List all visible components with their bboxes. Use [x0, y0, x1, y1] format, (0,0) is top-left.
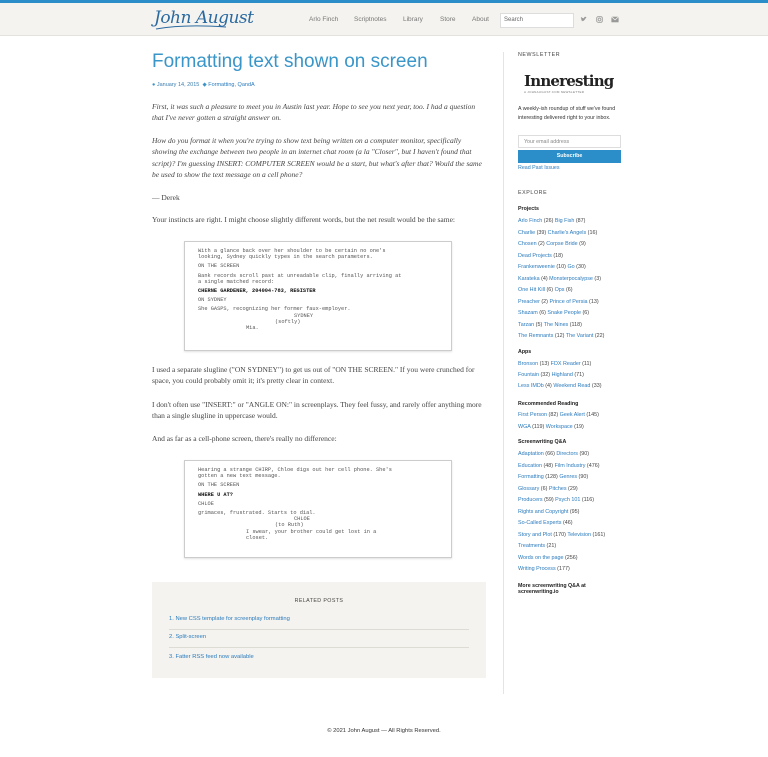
count: (145)	[584, 412, 599, 418]
list-item	[518, 451, 628, 457]
script-parenthetical: (to Ruth)	[275, 522, 304, 529]
count: (4)	[539, 275, 548, 282]
screenwriting-io-link[interactable]: screenwriting.io	[518, 589, 559, 595]
project-link[interactable]: Snake People	[547, 310, 581, 316]
list-item	[518, 520, 628, 526]
count: (13)	[587, 298, 599, 305]
list-item	[518, 230, 628, 236]
project-link[interactable]: Arlo Finch	[518, 218, 543, 224]
project-link[interactable]: Shazam	[518, 310, 538, 316]
count: (11)	[580, 361, 592, 367]
list-item	[518, 424, 628, 430]
list-item	[518, 509, 628, 515]
count: (66)	[543, 451, 555, 457]
script-action: Hearing a strange CHIRP, Chloe digs out her cell phone. She's	[198, 467, 392, 473]
count: (9)	[577, 241, 586, 247]
project-link[interactable]: Karateka	[518, 275, 540, 282]
reading-link[interactable]: WGA	[518, 423, 531, 430]
count: (5)	[534, 321, 543, 328]
list-item	[518, 383, 628, 389]
related-post-link[interactable]: 3. Fatter RSS feed now available	[169, 654, 254, 660]
explore-heading: EXPLORE	[518, 190, 548, 196]
project-link[interactable]: Dead Projects	[518, 252, 552, 259]
count: (170)	[551, 531, 566, 538]
count: (46)	[561, 520, 573, 526]
project-link[interactable]: Corpse Bride	[546, 241, 578, 247]
related-post-link[interactable]: 1. New CSS template for screenplay formatting	[169, 616, 290, 622]
script-action: grimaces, frustrated. Starts to dial.	[198, 510, 316, 517]
divider	[169, 629, 469, 630]
project-link[interactable]: One Hit Kill	[518, 287, 545, 293]
app-link[interactable]: FDX Reader	[550, 361, 581, 367]
qa-category-link[interactable]: Education	[518, 462, 542, 469]
script-action: looking, Sydney quickly types in the search parameters.	[198, 254, 373, 261]
list-item	[518, 532, 628, 538]
reading-link[interactable]: First Person	[518, 412, 548, 418]
qa-heading: Screenwriting Q&A	[518, 439, 567, 445]
count: (87)	[574, 218, 586, 224]
project-link[interactable]: Charlie's Angels	[547, 229, 587, 236]
list-item	[518, 543, 628, 549]
list-item	[518, 463, 628, 469]
count: (119)	[530, 423, 545, 430]
post-meta	[152, 82, 255, 88]
count: (82)	[547, 412, 559, 418]
count: (118)	[568, 321, 582, 328]
list-item	[518, 287, 628, 293]
count: (30)	[574, 264, 586, 270]
project-link[interactable]: The Nines	[543, 321, 569, 328]
past-issues-link[interactable]: Read Past Issues	[518, 165, 560, 171]
reading-link[interactable]: Workspace	[545, 423, 573, 430]
app-link[interactable]: Weekend Read	[553, 383, 591, 390]
count: (116)	[580, 497, 595, 503]
list-item	[518, 264, 628, 270]
projects-heading: Projects	[518, 206, 539, 212]
script-screen-text: WHERE U AT?	[198, 491, 233, 498]
project-link[interactable]: The Remnants	[518, 333, 554, 339]
script-slugline: ON THE SCREEN	[198, 263, 240, 270]
project-link[interactable]: Frankenweenie	[518, 264, 555, 270]
count: (33)	[590, 383, 602, 390]
count: (6)	[539, 485, 548, 492]
qa-category-link[interactable]: Rights and Copyright	[518, 508, 569, 515]
script-dialogue: closet.	[246, 534, 269, 541]
count: (18)	[551, 252, 563, 259]
apps-heading: Apps	[518, 349, 532, 355]
answer-paragraph-3: I don't often use "INSERT:" or "ANGLE ON:" in screenplays. They feel fussy, and rarely offer anything more than a single slugline in uppercase would.	[152, 400, 482, 421]
footer-copyright: © 2021 John August — All Rights Reserved.	[327, 728, 441, 734]
script-character: SYDNEY	[294, 312, 314, 319]
project-link[interactable]: Monsterpocalypse	[549, 275, 593, 282]
qa-category-link[interactable]: Writing Process	[518, 566, 556, 572]
qa-category-link[interactable]: Directors	[556, 451, 578, 457]
qa-category-link[interactable]: Adaptation	[518, 451, 544, 457]
qa-category-link[interactable]: Story and Plot	[518, 531, 552, 538]
count: (26)	[542, 218, 554, 224]
count: (90)	[577, 451, 590, 457]
newsletter-description: A weekly-ish roundup of stuff we've found interesting delivered right to your inbox.	[518, 106, 616, 121]
project-link[interactable]: Ops	[554, 287, 565, 293]
tag-icon: ◆	[202, 82, 207, 88]
script-character: CHLOE	[294, 516, 310, 523]
post-tags[interactable]: Formatting, QandA	[208, 82, 255, 88]
count: (6)	[544, 287, 554, 293]
clock-icon: ●	[152, 82, 156, 88]
count: (16)	[586, 229, 598, 236]
project-link[interactable]: Big Fish	[554, 218, 575, 224]
newsletter-subtitle: A JOHNAUGUST.COM NEWSLETTER	[524, 90, 585, 94]
count: (4)	[543, 383, 552, 390]
nav-scriptnotes[interactable]: Scriptnotes	[354, 16, 387, 23]
answer-paragraph-4: And as far as a cell-phone screen, there's really no difference:	[152, 434, 337, 443]
reading-link[interactable]: Geek Alert	[559, 412, 585, 418]
count: (476)	[585, 462, 600, 469]
count: (6)	[537, 310, 546, 316]
site-logo[interactable]: John August	[154, 8, 254, 28]
count: (10)	[554, 264, 566, 270]
nav-library[interactable]: Library	[403, 16, 423, 23]
count: (12)	[553, 333, 565, 339]
related-post-link[interactable]: 2. Split-screen	[169, 634, 207, 640]
count: (2)	[539, 298, 548, 305]
list-item	[518, 474, 628, 480]
count: (48)	[541, 462, 554, 469]
qa-category-link[interactable]: Television	[567, 531, 592, 538]
list-item	[518, 566, 628, 572]
count: (256)	[563, 554, 578, 561]
qa-category-link[interactable]: Psych 101	[555, 497, 581, 503]
app-link[interactable]: Fountain	[518, 372, 539, 379]
project-link[interactable]: Chosen	[518, 241, 537, 247]
list-item	[518, 372, 628, 378]
script-action: Bank records scroll past at unreadable clip, finally arriving at	[198, 272, 402, 279]
nav-arlo-finch[interactable]: Arlo Finch	[309, 16, 339, 23]
instagram-icon[interactable]	[596, 16, 603, 25]
script-screen-text: CHERNE GARDENER, 204004-783, REGISTER	[198, 288, 316, 295]
search-input[interactable]: Search	[500, 13, 574, 28]
post-title: Formatting text shown on screen	[152, 51, 428, 72]
list-item	[518, 555, 628, 561]
count: (128)	[543, 474, 558, 480]
script-dialogue: Mia.	[246, 325, 259, 332]
count: (90)	[577, 474, 589, 480]
twitter-icon[interactable]	[580, 16, 587, 25]
nav-store[interactable]: Store	[440, 16, 456, 23]
logo-swoosh	[154, 25, 228, 31]
count: (177)	[555, 566, 570, 572]
nav-about[interactable]: About	[472, 16, 489, 23]
list-item	[518, 218, 628, 224]
email-field[interactable]: Your email address	[518, 135, 621, 148]
project-link[interactable]: Tarzan	[518, 321, 535, 328]
email-icon[interactable]	[611, 16, 619, 25]
list-item	[518, 276, 628, 282]
answer-paragraph-1: Your instincts are right. I might choose slightly different words, but the net result would be the same:	[152, 215, 456, 224]
script-slugline: CHLOE	[198, 500, 214, 507]
more-qa-text: More screenwriting Q&A at	[518, 583, 586, 589]
script-parenthetical: (softly)	[275, 318, 301, 325]
count: (2)	[536, 241, 545, 247]
qa-category-link[interactable]: Formatting	[518, 474, 544, 480]
count: (6)	[580, 310, 590, 316]
count: (71)	[572, 372, 584, 379]
list-item	[518, 497, 628, 503]
script-action: gotten a new text message.	[198, 473, 281, 480]
count: (39)	[535, 229, 547, 236]
divider	[169, 647, 469, 648]
qa-category-link[interactable]: So-Called Experts	[518, 520, 562, 526]
newsletter-logo: Inneresting	[524, 72, 614, 90]
count: (3)	[592, 275, 602, 282]
project-link[interactable]: Go	[567, 264, 575, 270]
count: (21)	[545, 543, 557, 549]
qa-category-link[interactable]: Words on the page	[518, 554, 564, 561]
project-link[interactable]: Preacher	[518, 298, 540, 305]
count: (95)	[568, 508, 580, 515]
script-action: a single matched record:	[198, 278, 275, 285]
qa-category-link[interactable]: Genres	[559, 474, 578, 480]
question-signature: — Derek	[152, 193, 180, 202]
list-item	[518, 361, 628, 367]
post-date: January 14, 2015	[156, 82, 200, 88]
qa-category-link[interactable]: Pitches	[548, 485, 567, 492]
script-action: With a glance back over her shoulder to be certain no one's	[198, 248, 386, 254]
script-dialogue: I swear, your brother could get lost in a	[246, 528, 377, 535]
list-item	[518, 322, 628, 328]
count: (22)	[593, 333, 605, 339]
count: (13)	[538, 361, 550, 367]
question-paragraph-2: How do you format it when you're trying to show text being written on a computer monitor, specifically showing the exchange between two people in an internet chat room (a la "Closer", but I haven't found that script)? I'm guessing INSERT: COMPUTER SCREEN would be a start, but what's after that? Would the same be used to show the text message on a cell phone?	[152, 136, 482, 179]
answer-paragraph-2: I used a separate slugline ("ON SYDNEY") to get us out of "ON THE SCREEN." If you were crunched for space, you could probably omit it; it's pretty clear in context.	[152, 365, 475, 386]
qa-category-link[interactable]: Producers	[518, 497, 543, 503]
script-slugline: ON THE SCREEN	[198, 482, 240, 489]
subscribe-button[interactable]: Subscribe	[518, 150, 621, 163]
screenplay-excerpt-1	[184, 241, 452, 351]
sidebar-divider	[503, 52, 504, 694]
count: (32)	[538, 372, 551, 379]
app-link[interactable]: Bronson	[518, 361, 539, 367]
list-item	[518, 253, 628, 259]
site-header	[0, 3, 768, 36]
qa-category-link[interactable]: Film Industry	[554, 462, 586, 469]
related-posts-title: RELATED POSTS	[294, 598, 344, 604]
count: (59)	[542, 497, 554, 503]
question-paragraph-1: First, it was such a pleasure to meet you in Austin last year. Hope to see you next year, too. I had a question that I've never gotten a straight answer on.	[152, 102, 476, 123]
reading-heading: Recommended Reading	[518, 401, 579, 407]
list-item	[518, 412, 628, 418]
count: (19)	[572, 423, 584, 430]
screenplay-excerpt-2	[184, 460, 452, 558]
project-link[interactable]: Prince of Persia	[549, 298, 588, 305]
count: (29)	[566, 485, 578, 492]
list-item	[518, 333, 628, 339]
list-item	[518, 486, 628, 492]
app-link[interactable]: Highland	[551, 372, 573, 379]
qa-category-link[interactable]: Treatments	[518, 543, 546, 549]
newsletter-heading: NEWSLETTER	[518, 52, 561, 58]
script-action: She GASPS, recognizing her former faux-employer.	[198, 306, 351, 313]
project-link[interactable]: Charlie	[518, 229, 536, 236]
app-link[interactable]: Less IMDb	[518, 383, 544, 390]
count: (6)	[564, 287, 573, 293]
qa-category-link[interactable]: Glossary	[518, 485, 540, 492]
count: (161)	[591, 531, 606, 538]
project-link[interactable]: The Variant	[565, 333, 594, 339]
list-item	[518, 241, 628, 247]
script-slugline: ON SYDNEY	[198, 297, 227, 304]
list-item	[518, 299, 628, 305]
related-posts	[152, 582, 486, 678]
list-item	[518, 310, 628, 316]
